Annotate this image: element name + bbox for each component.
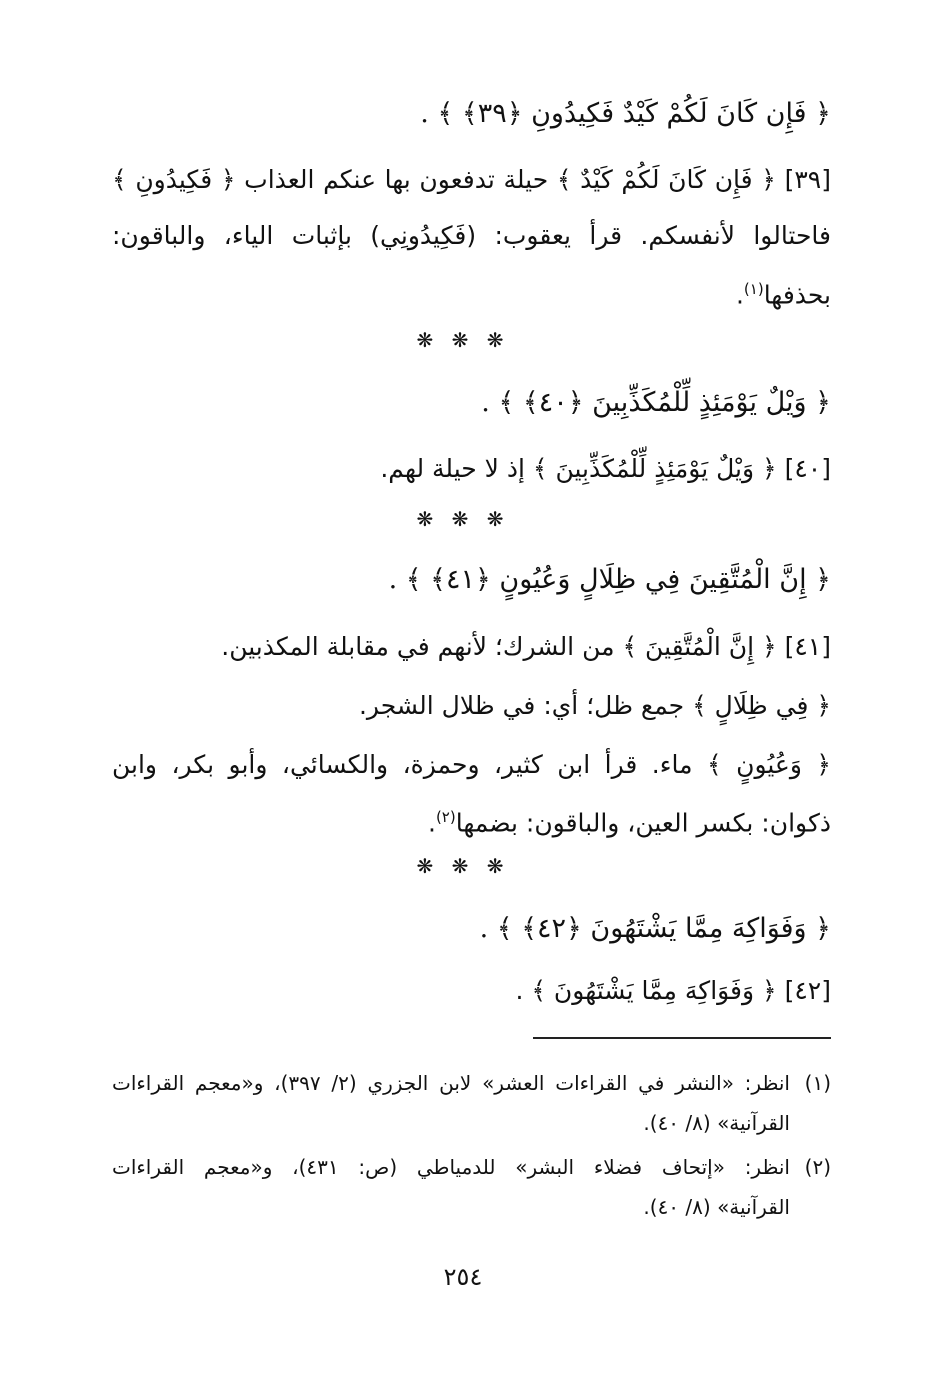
commentary-39-text: بحذفها: [763, 280, 831, 310]
verse-41: ﴿ إِنَّ الْمُتَّقِينَ فِي ظِلَالٍ وَعُيُونٍ ﴿٤١﴾ ﴾ .: [388, 564, 831, 595]
commentary-40-line-1: [٤٠] ﴿ وَيْلٌ يَوْمَئِذٍ لِّلْمُكَذِّبِينَ ﴾ إذ لا حيلة لهم.: [380, 454, 831, 483]
section-divider-2: ❋ ❋ ❋: [416, 507, 510, 531]
section-divider-1: ❋ ❋ ❋: [416, 328, 510, 352]
footnote-1-number: (١): [804, 1071, 831, 1095]
commentary-39-line-2: فاحتالوا لأنفسكم. قرأ يعقوب: (فَكِيدُونِي) بإثبات الياء، والباقون:: [112, 221, 831, 250]
commentary-41-line-2: ﴿ فِي ظِلَالٍ ﴾ جمع ظل؛ أي: في ظلال الشجر.: [358, 691, 831, 720]
footnote-1-line-2: القرآنية» (٨/ ٤٠).: [643, 1111, 790, 1135]
footnote-2-number: (٢): [804, 1155, 831, 1179]
footnote-ref-1: (١): [743, 280, 764, 298]
commentary-41-period: .: [427, 808, 436, 838]
commentary-42-line-1: [٤٢] ﴿ وَفَوَاكِهَ مِمَّا يَشْتَهُونَ ﴾ .: [515, 976, 831, 1005]
verse-40: ﴿ وَيْلٌ يَوْمَئِذٍ لِّلْمُكَذِّبِينَ ﴿٤٠﴾ ﴾ .: [481, 387, 831, 418]
section-divider-3: ❋ ❋ ❋: [416, 854, 510, 878]
commentary-39-line-3: [736, 272, 831, 312]
footnote-2-line-2: القرآنية» (٨/ ٤٠).: [643, 1195, 790, 1219]
verse-42: ﴿ وَفَوَاكِهَ مِمَّا يَشْتَهُونَ ﴿٤٢﴾ ﴾ .: [479, 913, 831, 944]
commentary-41-line-4: [428, 800, 831, 840]
commentary-39-period: .: [735, 280, 744, 310]
footnote-2-line-1: انظر: «إتحاف فضلاء البشر» للدمياطي (ص: ٤٣١)، و«معجم القراءات: [112, 1155, 790, 1179]
footnote-ref-2: (٢): [435, 808, 456, 826]
commentary-39-line-1: [٣٩] ﴿ فَإِن كَانَ لَكُمْ كَيْدٌ ﴾ حيلة تدفعون بها عنكم العذاب ﴿ فَكِيدُونِ ﴾: [112, 165, 831, 194]
page-number: ٢٥٤: [443, 1263, 483, 1291]
commentary-41-line-1: [٤١] ﴿ إِنَّ الْمُتَّقِينَ ﴾ من الشرك؛ لأنهم في مقابلة المكذبين.: [221, 632, 831, 661]
footnote-separator: [533, 1037, 831, 1039]
footnote-1-line-1: انظر: «النشر في القراءات العشر» لابن الجزري (٢/ ٣٩٧)، و«معجم القراءات: [112, 1071, 790, 1095]
commentary-41-line-3: ﴿ وَعُيُونٍ ﴾ ماء. قرأ ابن كثير، وحمزة، والكسائي، وأبو بكر، وابن: [112, 750, 831, 779]
commentary-41-text: ذكوان: بكسر العين، والباقون: بضمها: [455, 808, 831, 838]
verse-39: ﴿ فَإِن كَانَ لَكُمْ كَيْدٌ فَكِيدُونِ ﴿٣٩﴾ ﴾ .: [420, 98, 831, 129]
